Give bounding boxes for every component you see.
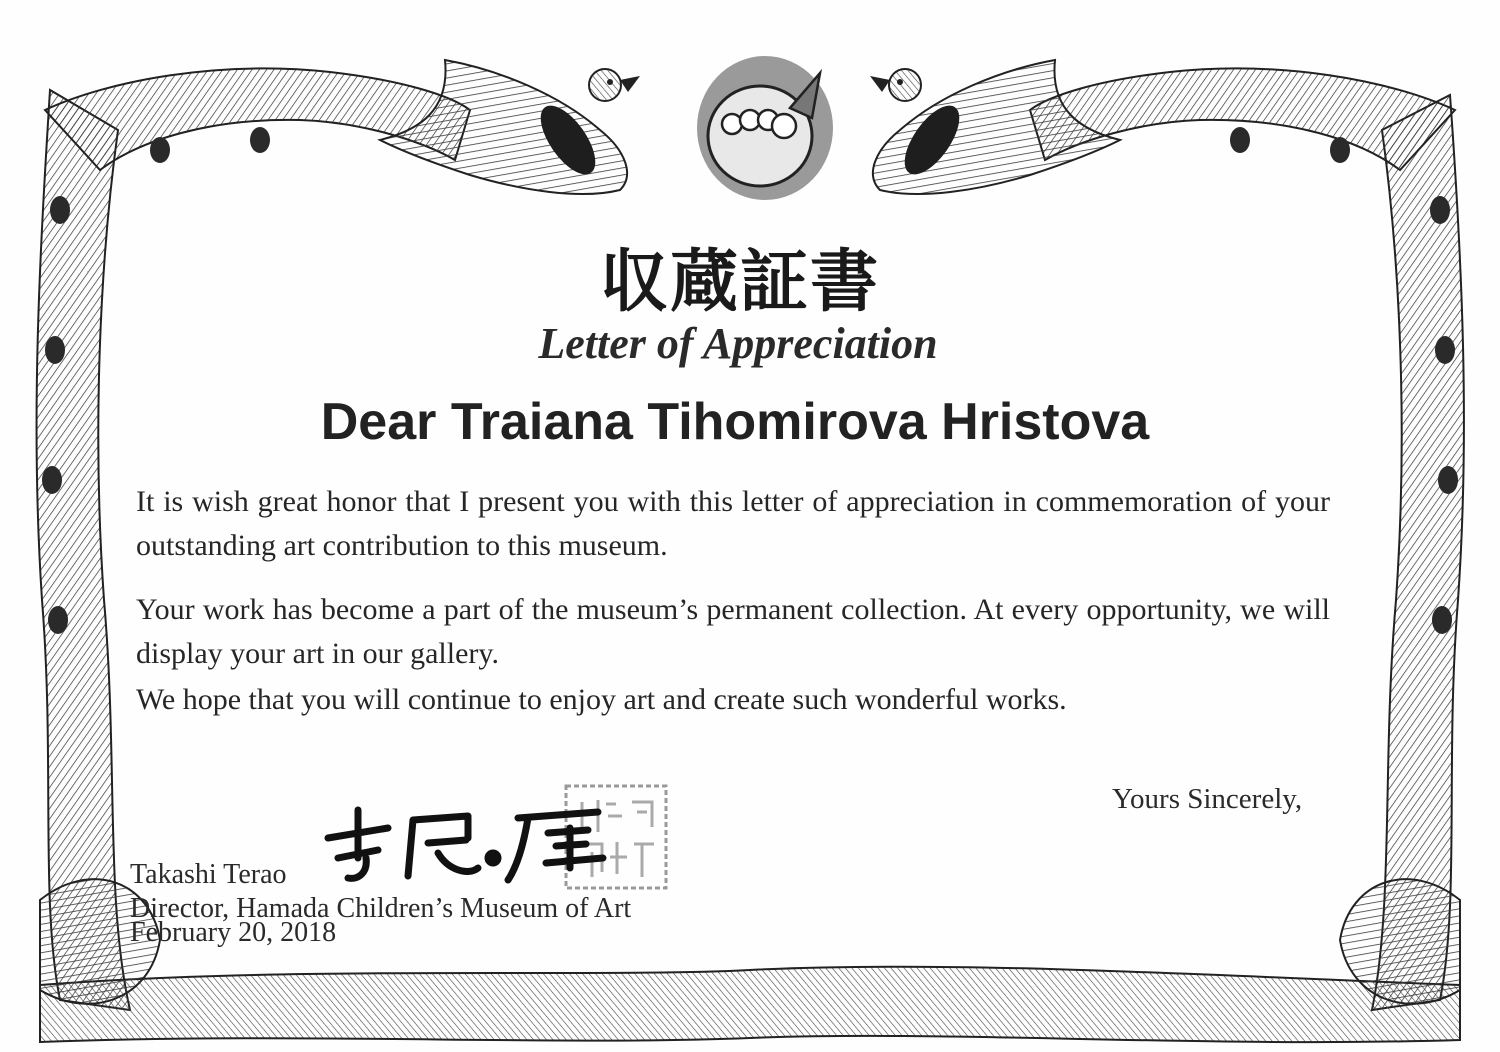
document-title: Letter of Appreciation xyxy=(538,319,938,368)
issue-date: February 20, 2018 xyxy=(130,917,337,948)
body-paragraph-2: Your work has become a part of the museum’s permanent collection. At every opportunity, we will display your art in our gallery. xyxy=(136,593,1330,670)
signatory-position: Director, Hamada Children’s Museum of Art xyxy=(130,893,632,924)
body-paragraph-3: We hope that you will continue to enjoy art and create such wonderful works. xyxy=(136,683,1067,716)
signatory-block xyxy=(130,858,631,950)
museum-hand-logo-icon xyxy=(692,48,838,204)
japanese-title: 収蔵証書 xyxy=(599,243,880,322)
body-paragraph-1: It is wish great honor that I present you with this letter of appreciation in commemoration of your outstanding art contribution to this museum. xyxy=(136,485,1330,562)
signatory-name: Takashi Terao xyxy=(130,859,287,890)
recipient-greeting: Dear Traiana Tihomirova Hristova xyxy=(320,393,1150,451)
closing-line: Yours Sincerely, xyxy=(1112,783,1303,815)
